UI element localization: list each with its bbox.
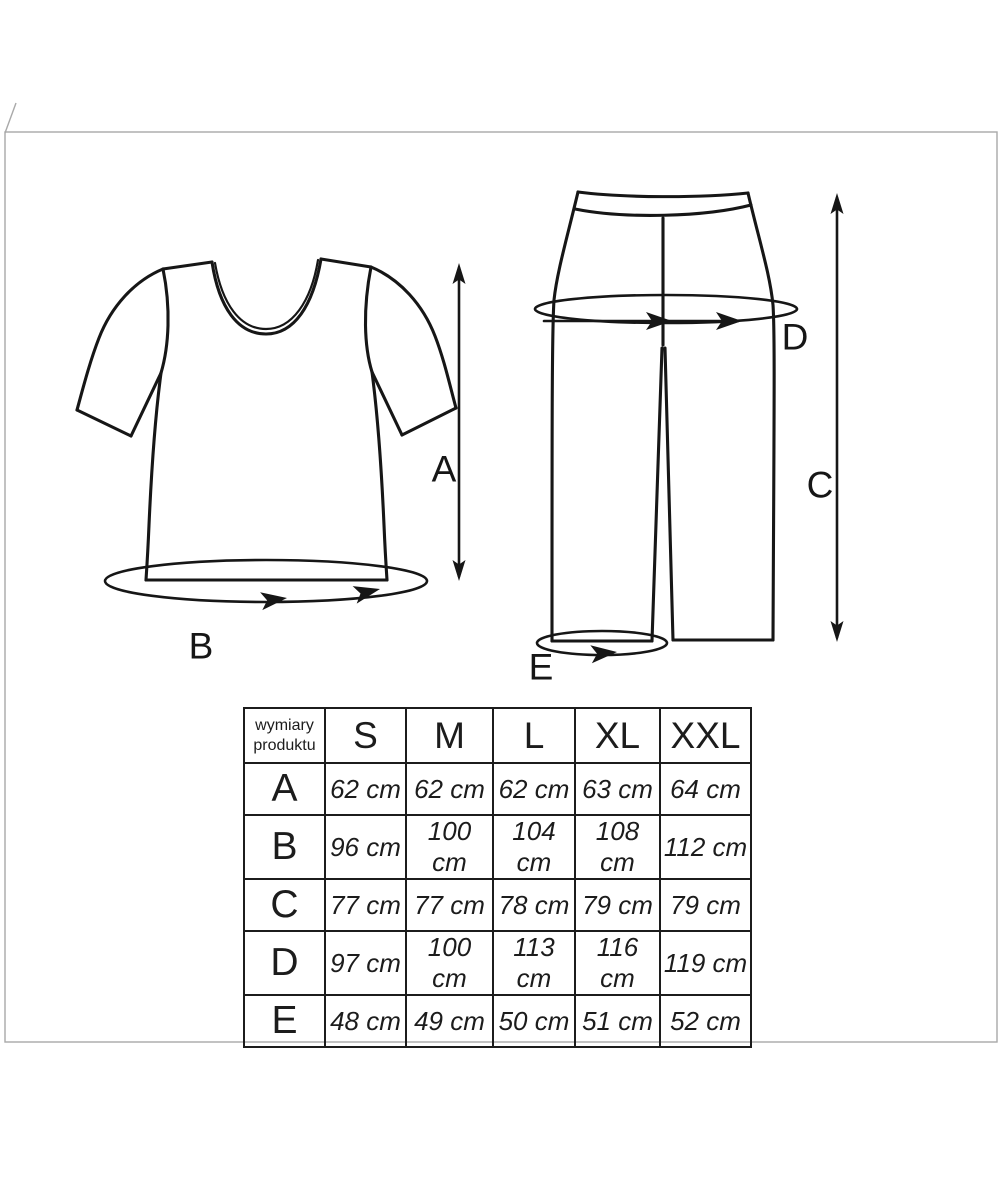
measure-label-C: C (806, 464, 834, 506)
shirt-neckline-inner (215, 260, 318, 329)
size-table (243, 707, 752, 1048)
shirt-left-shoulder (163, 262, 212, 269)
row-label-A: A (244, 763, 325, 815)
cell-C-l: 78 cm (493, 879, 575, 931)
table-row-B (244, 815, 751, 879)
table-row-D (244, 931, 751, 995)
arrowhead-E-icon (590, 643, 617, 663)
shirt-left-armhole-seam (161, 269, 168, 373)
row-label-B: B (244, 815, 325, 879)
cell-D-xxl: 119 cm (660, 931, 751, 995)
cell-B-xl: 108 cm (575, 815, 660, 879)
shirt-right-shoulder (321, 259, 371, 267)
shirt-drawing (77, 259, 456, 580)
pants-hip-girth-ellipse-icon (535, 295, 797, 323)
cell-A-xl: 63 cm (575, 763, 660, 815)
arrowhead-B-mid-icon (260, 589, 288, 610)
cell-E-s: 48 cm (325, 995, 406, 1047)
row-label-D: D (244, 931, 325, 995)
size-header-l: L (493, 708, 575, 763)
arrowhead-B-right-icon (353, 580, 382, 603)
corner-fold-line (5, 103, 16, 133)
shirt-left-sleeve-outer (77, 269, 163, 410)
cell-A-l: 62 cm (493, 763, 575, 815)
cell-B-xxl: 112 cm (660, 815, 751, 879)
cell-B-m: 100 cm (406, 815, 493, 879)
shirt-left-side (146, 373, 161, 580)
pants-left-inseam (652, 348, 662, 641)
pants-right-inseam (665, 348, 673, 640)
measure-label-A: A (431, 448, 457, 490)
table-row-A (244, 763, 751, 815)
cell-D-s: 97 cm (325, 931, 406, 995)
shirt-neckline-outer (212, 259, 321, 334)
size-header-s: S (325, 708, 406, 763)
table-corner-header: wymiary produktu (244, 708, 325, 763)
cell-D-l: 113 cm (493, 931, 575, 995)
cell-B-l: 104 cm (493, 815, 575, 879)
cell-B-s: 96 cm (325, 815, 406, 879)
cell-A-m: 62 cm (406, 763, 493, 815)
cell-D-xl: 116 cm (575, 931, 660, 995)
cell-A-xxl: 64 cm (660, 763, 751, 815)
cell-A-s: 62 cm (325, 763, 406, 815)
size-header-m: M (406, 708, 493, 763)
cell-E-m: 49 cm (406, 995, 493, 1047)
shirt-right-side (372, 372, 387, 580)
cell-E-l: 50 cm (493, 995, 575, 1047)
measure-label-E: E (528, 646, 554, 688)
table-row-E (244, 995, 751, 1047)
pants-waist-bottom (575, 205, 751, 215)
size-header-xxl: XXL (660, 708, 751, 763)
row-label-C: C (244, 879, 325, 931)
shirt-right-armhole-seam (365, 267, 372, 372)
measure-label-D: D (781, 316, 809, 358)
table-header-row (244, 708, 751, 763)
pants-right-outseam (748, 193, 774, 640)
pants-waist-top (578, 192, 748, 197)
cell-C-xxl: 79 cm (660, 879, 751, 931)
cell-E-xl: 51 cm (575, 995, 660, 1047)
measure-label-B: B (188, 625, 214, 667)
shirt-left-cuff (77, 410, 131, 436)
shirt-right-sleeve-outer (371, 267, 456, 408)
size-header-xl: XL (575, 708, 660, 763)
table-row-C (244, 879, 751, 931)
cell-C-xl: 79 cm (575, 879, 660, 931)
row-label-E: E (244, 995, 325, 1047)
cell-C-s: 77 cm (325, 879, 406, 931)
cell-D-m: 100 cm (406, 931, 493, 995)
pants-drawing (552, 192, 774, 641)
cell-E-xxl: 52 cm (660, 995, 751, 1047)
pants-left-outseam (552, 192, 578, 641)
shirt-right-cuff (402, 408, 456, 435)
cell-C-m: 77 cm (406, 879, 493, 931)
